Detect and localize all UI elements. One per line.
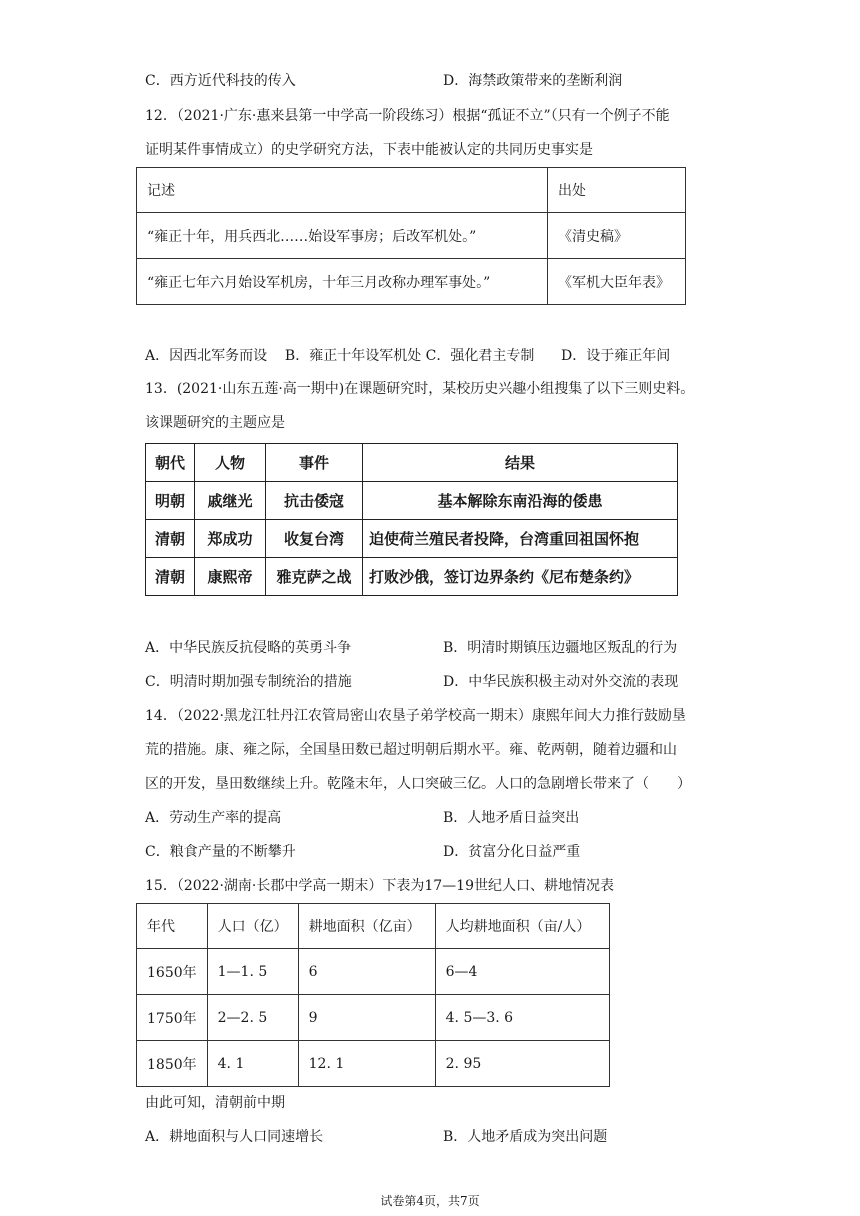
- page-footer: 试卷第4页，共7页: [380, 1194, 480, 1208]
- q12-stem-line2: 证明某件事情成立）的史学研究方法，下表中能被认定的共同历史事实是: [145, 142, 593, 158]
- q15-row2-per-capita: 4. 5—3. 6: [435, 995, 609, 1041]
- q14-stem-line1: 14．（2022·黑龙江牡丹江农管局密山农垦子弟学校高一期末）康熙年间大力推行鼓励垦: [145, 708, 686, 724]
- q15-stem-after: 由此可知，清朝前中期: [145, 1095, 285, 1111]
- q13-option-d: D．中华民族积极主动对外交流的表现: [443, 674, 679, 690]
- q13-row1-result: 基本解除东南沿海的倭患: [363, 482, 678, 520]
- q15-row2-farmland: 9: [298, 995, 435, 1041]
- q13-row2-dynasty: 清朝: [146, 520, 195, 558]
- q11-option-c: C．西方近代科技的传入: [145, 73, 296, 89]
- q13-header-event: 事件: [266, 444, 363, 482]
- q15-row1-farmland: 6: [298, 949, 435, 995]
- q15-row3-era: 1850年: [137, 1041, 208, 1087]
- q13-header-dynasty: 朝代: [146, 444, 195, 482]
- q15-header-farmland: 耕地面积（亿亩）: [298, 904, 435, 949]
- q13-row2-result: 迫使荷兰殖民者投降，台湾重回祖国怀抱: [363, 520, 678, 558]
- q13-row1-person: 戚继光: [195, 482, 266, 520]
- q13-stem-line1: 13．(2021·山东五莲·高一期中)在课题研究时，某校历史兴趣小组搜集了以下三则史料。: [145, 381, 695, 397]
- q12-header-source: 出处: [548, 168, 686, 213]
- q15-row1-era: 1650年: [137, 949, 208, 995]
- q14-stem-line2: 荒的措施。康、雍之际，全国垦田数已超过明朝后期水平。雍、乾两朝，随着边疆和山: [145, 742, 677, 758]
- q13-option-b: B．明清时期镇压边疆地区叛乱的行为: [443, 640, 678, 656]
- q14-option-d: D．贫富分化日益严重: [443, 844, 581, 860]
- q15-option-a: A．耕地面积与人口同速增长: [145, 1129, 324, 1145]
- q14-stem-line3: 区的开发，垦田数继续上升。乾隆末年，人口突破三亿。人口的急剧增长带来了（ ）: [145, 776, 691, 792]
- q13-row3-event: 雅克萨之战: [266, 558, 363, 596]
- q12-options: A．因西北军务而设 B．雍正十年设军机处 C．强化君主专制 D．设于雍正年间: [145, 348, 671, 364]
- q13-header-result: 结果: [363, 444, 678, 482]
- q12-row1-record: “雍正十年，用兵西北……始设军事房；后改军机处。”: [137, 213, 548, 259]
- q13-row3-person: 康熙帝: [195, 558, 266, 596]
- q15-row1-population: 1—1. 5: [207, 949, 298, 995]
- q13-row2-event: 收复台湾: [266, 520, 363, 558]
- q12-header-record: 记述: [137, 168, 548, 213]
- q13-option-a: A．中华民族反抗侵略的英勇斗争: [145, 640, 352, 656]
- q13-option-c: C．明清时期加强专制统治的措施: [145, 674, 352, 690]
- q15-option-b: B．人地矛盾成为突出问题: [443, 1129, 608, 1145]
- q11-option-d: D．海禁政策带来的垄断利润: [443, 73, 623, 89]
- q15-row3-per-capita: 2. 95: [435, 1041, 609, 1087]
- q13-row3-dynasty: 清朝: [146, 558, 195, 596]
- q12-row1-source: 《清史稿》: [548, 213, 686, 259]
- q14-option-a: A．劳动生产率的提高: [145, 810, 282, 826]
- q12-row2-source: 《军机大臣年表》: [548, 259, 686, 305]
- q15-row3-farmland: 12. 1: [298, 1041, 435, 1087]
- q14-option-c: C．粮食产量的不断攀升: [145, 844, 296, 860]
- q15-row1-per-capita: 6—4: [435, 949, 609, 995]
- q15-header-per-capita: 人均耕地面积（亩/人）: [435, 904, 609, 949]
- q13-row1-dynasty: 明朝: [146, 482, 195, 520]
- q13-table: [145, 443, 678, 596]
- q15-header-population: 人口（亿）: [207, 904, 298, 949]
- q15-stem-line1: 15．（2022·湖南·长郡中学高一期末）下表为17—19世纪人口、耕地情况表: [145, 878, 614, 894]
- q13-row3-result: 打败沙俄，签订边界条约《尼布楚条约》: [363, 558, 678, 596]
- q12-table: [136, 167, 686, 305]
- q15-row3-population: 4. 1: [207, 1041, 298, 1087]
- q15-row2-population: 2—2. 5: [207, 995, 298, 1041]
- q13-header-person: 人物: [195, 444, 266, 482]
- q13-stem-line2: 该课题研究的主题应是: [145, 415, 285, 431]
- q13-row2-person: 郑成功: [195, 520, 266, 558]
- q12-row2-record: “雍正七年六月始设军机房，十年三月改称办理军事处。”: [137, 259, 548, 305]
- q12-stem-line1: 12．（2021·广东·惠来县第一中学高一阶段练习）根据“孤证不立”（只有一个例子不能: [145, 108, 670, 124]
- q15-header-era: 年代: [137, 904, 208, 949]
- q13-row1-event: 抗击倭寇: [266, 482, 363, 520]
- q15-table: [136, 903, 610, 1087]
- q15-row2-era: 1750年: [137, 995, 208, 1041]
- q14-option-b: B．人地矛盾日益突出: [443, 810, 580, 826]
